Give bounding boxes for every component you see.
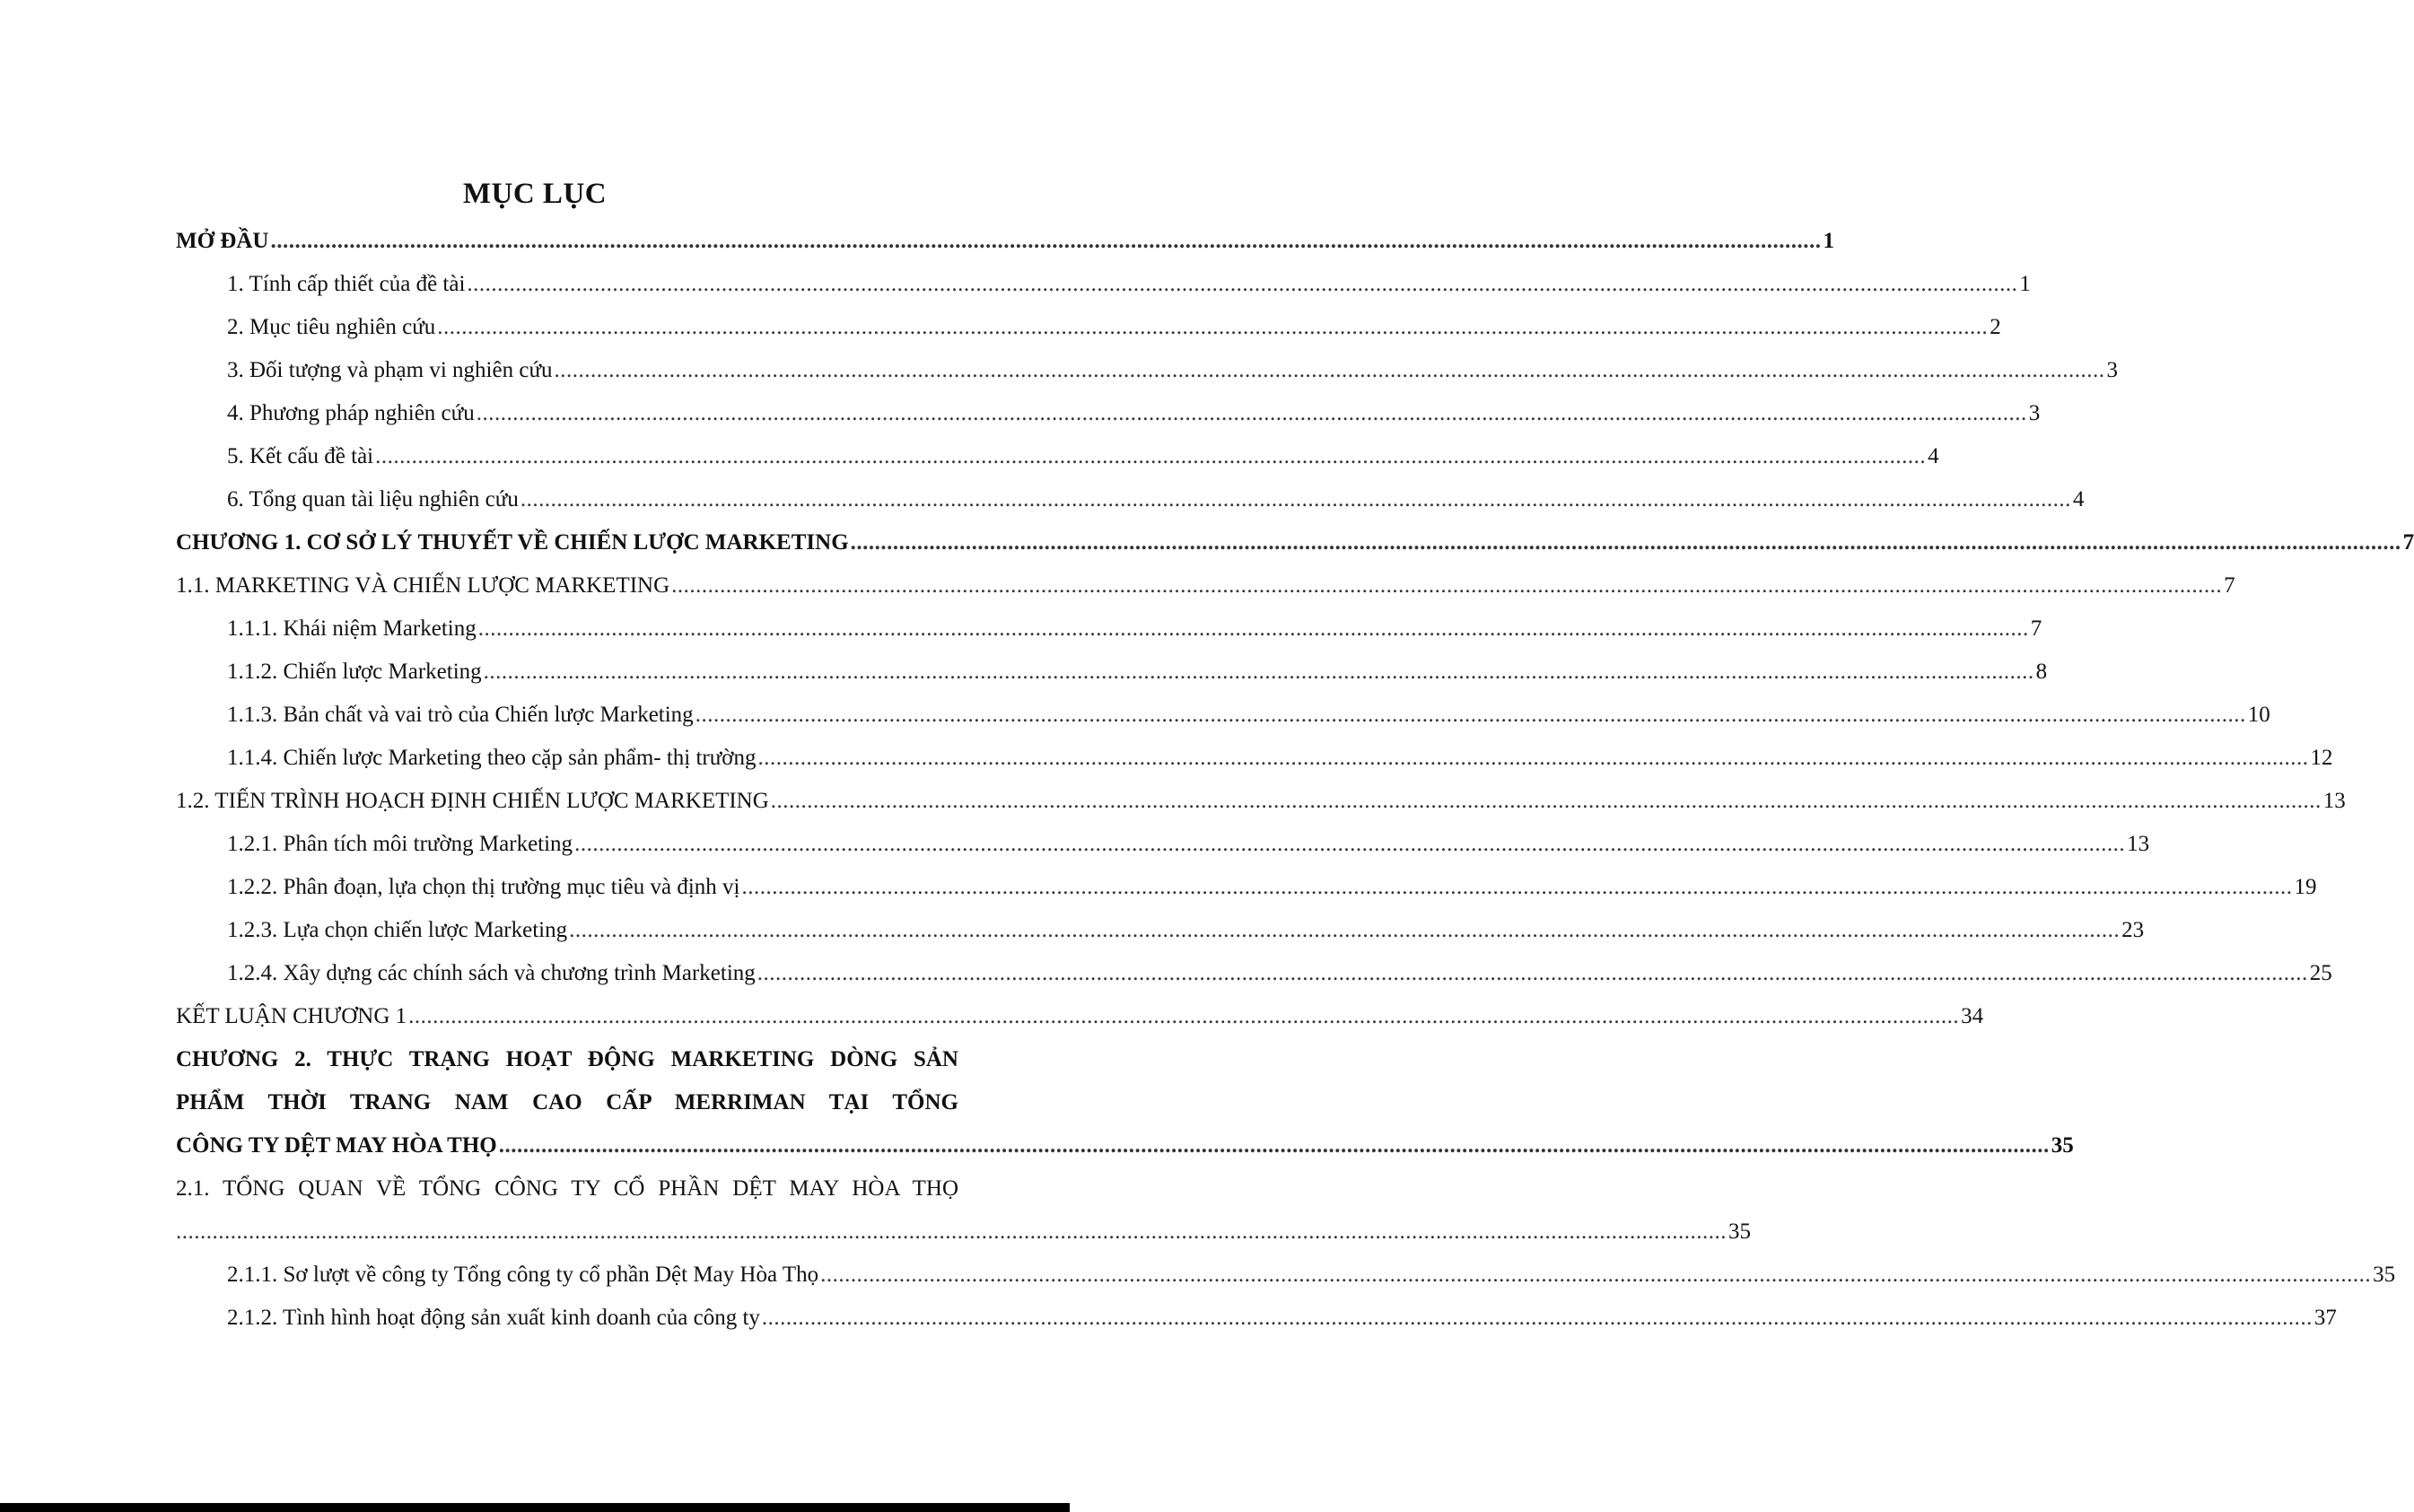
toc-page-number: 1 [2019, 272, 2031, 296]
toc-entry[interactable] [176, 823, 2150, 866]
toc-page-number: 3 [2106, 358, 2118, 382]
toc-entry-label: 1.1.1. Khái niệm Marketing [227, 616, 477, 641]
toc-leader-dots [758, 737, 2309, 780]
toc-page-number: 10 [2247, 703, 2270, 727]
toc-entry-label: 1.2.2. Phân đoạn, lựa chọn thị trường mục tiêu và định vị [227, 875, 740, 899]
toc-leader-dots [671, 564, 2222, 607]
toc-entry[interactable] [176, 909, 2145, 952]
toc-entry-label: 2.1. TỔNG QUAN VỀ TỔNG CÔNG TY CỔ PHẦN DỆT MAY HÒA THỌ [176, 1176, 958, 1201]
toc-entry-section-1-2[interactable] [176, 780, 2346, 823]
toc-entry[interactable] [176, 651, 2048, 694]
toc-leader-dots [569, 909, 2120, 952]
toc-page-number: 34 [1961, 1004, 1984, 1028]
toc-page-number: 2 [1990, 315, 2001, 339]
toc-leader-dots [574, 823, 2125, 866]
toc-page-number: 35 [1728, 1219, 1751, 1244]
toc-leader-dots [820, 1254, 2371, 1297]
toc-entry[interactable] [176, 392, 2041, 435]
toc-entry-chuong-2-line-1[interactable] [176, 1038, 958, 1081]
toc-entry-label: 1.2.4. Xây dựng các chính sách và chương trình Marketing [227, 961, 756, 985]
toc-page-number: 4 [1928, 444, 1939, 468]
toc-leader-dots [375, 435, 1926, 478]
toc-entry[interactable] [176, 952, 2332, 995]
toc-entry-chuong-2-line-2[interactable] [176, 1081, 958, 1124]
bottom-edge-bar [0, 1503, 1070, 1512]
toc-entry-mo-dau[interactable] [176, 220, 1834, 263]
toc-leader-dots [176, 1210, 1727, 1254]
toc-entry-section-2-1[interactable] [176, 1167, 958, 1210]
toc-page-number: 7 [2030, 616, 2042, 641]
toc-entry[interactable] [176, 435, 1939, 478]
toc-leader-dots [484, 651, 2034, 694]
toc-page-number: 35 [2373, 1263, 2396, 1287]
toc-page-number: 35 [2051, 1133, 2074, 1158]
toc-leader-dots [270, 220, 1821, 263]
toc-entry-label: 2. Mục tiêu nghiên cứu [227, 315, 436, 339]
toc-entry-label: 1. Tính cấp thiết của đề tài [227, 272, 466, 296]
toc-page-number: 8 [2035, 660, 2048, 684]
toc-page-number: 4 [2072, 487, 2085, 511]
toc-entry-label: KẾT LUẬN CHƯƠNG 1 [176, 1004, 407, 1028]
toc-leader-dots [741, 866, 2292, 909]
toc-entry-label: 1.1.4. Chiến lược Marketing theo cặp sản phẩm- thị trường [227, 746, 757, 770]
toc-leader-dots [499, 1124, 2050, 1167]
toc-entry-label: 4. Phương pháp nghiên cứu [227, 401, 475, 425]
toc-page-number: 13 [2322, 789, 2346, 813]
toc-leader-dots [851, 521, 2401, 564]
toc-page-number: 25 [2309, 961, 2332, 985]
page-title: MỤC LỤC [462, 178, 608, 210]
toc-page-number: 37 [2313, 1306, 2337, 1330]
toc-entry[interactable] [176, 694, 2270, 737]
toc-leader-dots [478, 607, 2029, 651]
toc-entry[interactable] [176, 607, 2042, 651]
toc-leader-dots [467, 263, 2017, 306]
toc-entry[interactable] [176, 737, 2333, 780]
toc-entry-label: 1.2.1. Phân tích môi trường Marketing [227, 832, 573, 856]
toc-entry-label: 5. Kết cấu đề tài [227, 444, 374, 468]
toc-entry[interactable] [176, 1254, 2396, 1297]
toc-entry-section-1-1[interactable] [176, 564, 2235, 607]
toc-entry-label: 6. Tổng quan tài liệu nghiên cứu [227, 487, 519, 511]
toc-leader-dots [695, 694, 2246, 737]
toc-page-number: 12 [2310, 746, 2333, 770]
toc-entry-label: CHƯƠNG 1. CƠ SỞ LÝ THUYẾT VỀ CHIẾN LƯỢC MARKETING [176, 530, 849, 555]
toc-entry-label: 1.1. MARKETING VÀ CHIẾN LƯỢC MARKETING [176, 573, 670, 598]
toc-entry-chuong-1[interactable] [176, 521, 2414, 564]
toc-leader-dots [762, 1297, 2313, 1340]
toc-entry-label: MỞ ĐẦU [176, 229, 269, 253]
toc-entry-label: 2.1.1. Sơ lượt về công ty Tổng công ty cổ phần Dệt May Hòa Thọ [227, 1263, 819, 1287]
toc-page-number: 7 [2402, 530, 2414, 555]
toc-entry-label: 1.2. TIẾN TRÌNH HOẠCH ĐỊNH CHIẾN LƯỢC MARKETING [176, 789, 769, 813]
toc-page-number: 3 [2028, 401, 2041, 425]
toc-entry-label: 1.2.3. Lựa chọn chiến lược Marketing [227, 918, 568, 942]
toc-leader-dots [520, 478, 2071, 521]
toc-leader-dots [757, 952, 2308, 995]
toc-entry-chuong-2-line-3[interactable] [176, 1124, 2074, 1167]
toc-entry-ket-luan-chuong-1[interactable] [176, 995, 1984, 1038]
toc-entry[interactable] [176, 349, 2118, 392]
toc-page-number: 1 [1823, 229, 1834, 253]
toc-entry-label: 3. Đối tượng và phạm vi nghiên cứu [227, 358, 553, 382]
toc-entry[interactable] [176, 1297, 2337, 1340]
toc-entry[interactable] [176, 306, 2001, 349]
toc-page-number: 19 [2294, 875, 2317, 899]
toc-page-number: 23 [2121, 918, 2145, 942]
toc-entry-label: PHẨM THỜI TRANG NAM CAO CẤP MERRIMAN TẠI TỔNG [176, 1090, 958, 1114]
toc-entry-label: 2.1.2. Tình hình hoạt động sản xuất kinh doanh của công ty [227, 1306, 760, 1330]
toc-leader-dots [771, 780, 2322, 823]
toc-leader-dots [555, 349, 2105, 392]
toc-entry-section-2-1-page[interactable] [176, 1210, 1751, 1254]
toc-entry-label: CÔNG TY DỆT MAY HÒA THỌ [176, 1133, 497, 1158]
toc-entry[interactable] [176, 866, 2317, 909]
toc-page-number: 7 [2224, 573, 2235, 598]
toc-leader-dots [437, 306, 1988, 349]
toc-entry[interactable] [176, 478, 2085, 521]
toc-leader-dots [477, 392, 2027, 435]
table-of-contents [176, 220, 2414, 1340]
toc-leader-dots [408, 995, 1959, 1038]
toc-entry[interactable] [176, 263, 2031, 306]
toc-page-number: 13 [2127, 832, 2150, 856]
toc-entry-label: CHƯƠNG 2. THỰC TRẠNG HOẠT ĐỘNG MARKETING DÒNG SẢN [176, 1047, 958, 1071]
toc-entry-label: 1.1.2. Chiến lược Marketing [227, 660, 482, 684]
toc-entry-label: 1.1.3. Bản chất và vai trò của Chiến lược Marketing [227, 703, 694, 727]
